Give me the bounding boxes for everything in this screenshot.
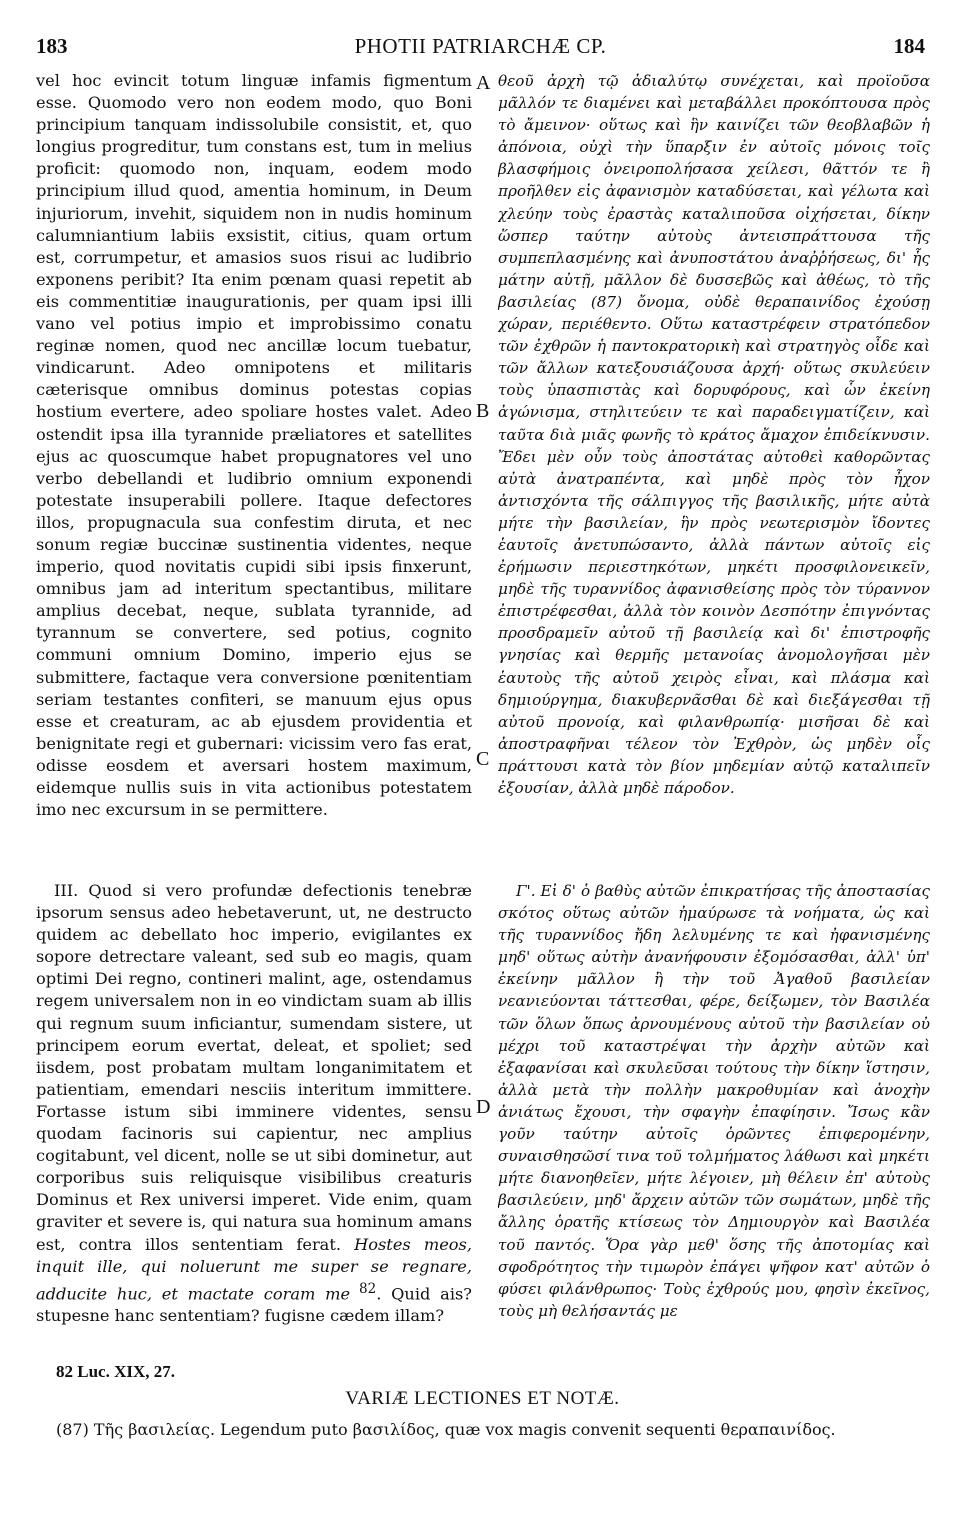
footnote: 82 Luc. XIX, 27. xyxy=(56,1362,176,1381)
latin-paragraph-2-end: . Quid ais? stupesne hanc sententiam? fugisne cædem illam? xyxy=(36,1284,472,1326)
page-number-left: 183 xyxy=(36,34,68,58)
page-number-right: 184 xyxy=(893,34,925,58)
margin-letter-b: B xyxy=(476,400,490,422)
footnote-ref: 82 xyxy=(350,1280,377,1297)
running-title: PHOTII PATRIARCHÆ CP. xyxy=(354,34,607,58)
greek-paragraph-2: Γ'. Εἰ δ' ὁ βαθὺς αὐτῶν ἐπικρατήσας τῆς ἀποστασίας σκότος οὕτως αὐτῶν ἠμαύρωσε τὰ νοήματα, ὡς καὶ τῆς τυραννίδος ἤδη λελυμένης τε καὶ ἠφανισμένης μηδ' οὕτως αὐτὴν ἀνανήφουσιν ἐξομόσασθαι, ἀλλ' ὑπ' ἐκείνην μᾶλλον ἢ τὴν τοῦ Ἀγαθοῦ βασιλείαν νεανιεύονται τάττεσθαι, φέρε, δείξωμεν, τὸν Βασιλέα τῶν ὅλων ὅπως ἀρνουμένους αὐτοῦ τὴν βασιλείαν οὐ μέχρι τοῦ καταστρέψαι τὴν ἀρχὴν αὐτῶν καὶ ἐξαφανίσαι καὶ σκυλεῦσαι τούτους τὴν δίκην ἵστησιν, ἀλλὰ μετὰ τὴν πολλὴν μακροθυμίαν καὶ ἀνοχὴν ἀνιάτως ἔχουσι, τὴν σφαγὴν ἐπαφίησιν. Ἴσως κἂν γοῦν ταύτην αὐτοῖς ὁρῶντες ἐπιφερομένην, συναισθησῶσί τινα τοῦ τολμήματος λάθωσι καὶ μηκέτι μήτε διανοηθεῖεν, μήτε λέγοιεν, μὴ θέλειν ἐπ' αὐτοὺς βασιλεύειν, μηδ' ἄρχειν αὐτῶν τῶν σωμάτων, μηδὲ τῆς ἄλλης ὁρατῆς κτίσεως τὸν Δημιουργὸν καὶ Βασιλέα τοῦ παντός. Ὅρα γὰρ μεθ' ὅσης τῆς ἀποτομίας καὶ σφοδρότητος τὴν τιμωρὸν ἐπάγει ψῆφον κατ' αὐτῶν ὁ φύσει φιλάνθρωπος· Τοὺς ἐχθρούς μου, φησὶν ἐκεῖνος, τοὺς μὴ θελήσαντάς με xyxy=(498,882,930,1320)
variae-note: (87) Τῆς βασιλείας. Legendum puto βασιλίδος, quæ vox magis convenit sequenti θεραπαινίδος. xyxy=(56,1420,836,1439)
latin-paragraph-2 xyxy=(36,880,472,1327)
variae-title: VARIÆ LECTIONES ET NOTÆ. xyxy=(345,1388,620,1409)
greek-paragraph-1: θεοῦ ἀρχὴ τῷ ἀδιαλύτῳ συνέχεται, καὶ προϊοῦσα μᾶλλόν τε διαμένει καὶ μεταβάλλει προκόπτουσα πρὸς τὸ ἄμεινον· οὕτως καὶ ἣν καινίζει τῶν θεοβλαβῶν ἡ ἀπόνοια, οὐχὶ τὴν ὕπαρξιν ἐν αὐτοῖς μόνοις τοῖς βλασφήμοις ὀνειροπολήσασα χείλεσι, θᾶττόν τε ἢ προῆλθεν εἰς ἀφανισμὸν καταδύσεται, καὶ γέλωτα καὶ χλεύην τοὺς ἐραστὰς καταλιποῦσα οἰχήσεται, δίκην ὥσπερ ταύτην αὐτοὺς ἀντεισπράττουσα τῆς συμπεπλασμένης καὶ ἀνυποστάτου ἀναῤῥήσεως, δι' ἧς μάτην αὐτῇ, μᾶλλον δὲ δυσσεβῶς καὶ ἀθέως, τὸ τῆς βασιλείας (87) ὄνομα, οὐδὲ θεραπαινίδος ἐχούσῃ χώραν, περιέθεντο. Οὕτω καταστρέφειν στρατόπεδον τῶν ἐχθρῶν ἡ παντοκρατορικὴ καὶ στρατηγὸς οἶδε καὶ τῶν ἄλλων κατεξουσιάζουσα ἀρχή· οὕτως σκυλεύειν τοὺς ὑπασπιστὰς καὶ δορυφόρους, καὶ ὧν ἐκείνη ἀγώνισμα, στηλιτεύειν τε καὶ παραδειγματίζειν, καὶ ταῦτα διὰ μιᾶς φωνῆς τὸ κράτος ἄμαχον ἐπιδείκνυσιν. Ἔδει μὲν οὖν τοὺς ἀποστάτας αὐτοθεὶ καθορῶντας αὐτὰ ἀνατραπέντα, καὶ μηδὲ πρὸς τὸν ἦχον ἀντισχόντα τῆς σάλπιγγος τῆς βασιλικῆς, μήτε αὐτὰ μήτε τὴν βασιλείαν, ἣν πρὸς νεωτερισμὸν ἴδοντες ἑαυτοῖς ἀνετυπώσαντο, ἀλλὰ πάντων αὐτοῖς εἰς ἐρήμωσιν περιεστηκότων, μηκέτι προσφιλονεικεῖν, μηδὲ τῆς τυραννίδος ἀφανισθείσης πρὸς τὸν τύραννον ἐπιστρέφεσθαι, ἀλλὰ τὸν κοινὸν Δεσπότην ἐπιγνόντας προσδραμεῖν αὐτοῦ τῇ βασιλείᾳ καὶ δι' ἐπιστροφῆς γνησίας καὶ θερμῆς μετανοίας ἀνομολογῆσαι μὲν ἑαυτοὺς τῆς αὐτοῦ χειρὸς εἶναι, καὶ πλάσμα καὶ δημιούργημα, διακυβερνᾶσθαι δὲ καὶ διεξάγεσθαι τῇ αὐτοῦ προνοίᾳ, καὶ φιλανθρωπίᾳ· μισῆσαι δὲ καὶ ἀποστραφῆναι τέλεον τὸν Ἐχθρὸν, ὡς μηδὲν οἷς πράττουσι κατὰ τὸν βίον μηδεμίαν αὐτῷ καταλιπεῖν ἐξουσίαν, ἀλλὰ μηδὲ πάροδον. xyxy=(498,72,930,797)
latin-column-lower xyxy=(36,880,472,1352)
margin-letter-d: D xyxy=(476,1096,491,1118)
latin-paragraph-2-text: III. Quod si vero profundæ defectionis tenebræ ipsorum sensus adeo hebetaverunt, ut, ne destructo quidem ac debellato hoc imperio, evigilantes ex sopore detrectare valeant, sed sub eo magis, quam optimi Dei regno, contineri malint, age, ostendamus regem universalem non in eo vindictam suam ab illis qui regnum suum inficiantur, sumendam sistere, ut principem eorum evertat, deleat, et spoliet; sed iisdem, post probatam multam longanimitatem et patientiam, emendari nesciis interitum immittere. Fortasse istum sibi imminere videntes, sensu quodam facinoris sui capientur, nec amplius cogitabunt, vel dicent, nolle se ut sibi dominetur, aut corporibus suis reliquisque visibilibus creaturis Dominus et Rex universi imperet. Vide enim, quam graviter et severe is, qui natura sua hominum amans est, contra illos sententiam ferat. xyxy=(36,881,472,1254)
latin-paragraph-1: vel hoc evincit totum linguæ infamis figmentum esse. Quomodo vero non eodem modo, quo Boni principium tanquam indissolubile consistit, et, quo longius progreditur, tum constans est, tum in melius proficit: quomodo non, inquam, eodem modo principium illud quod, amentia hominum, in Deum injuriorum, invehit, siquidem non in nudis hominum calumniantium labiis exsistit, citius, quam ortum est, corrumpetur, et amasios suos risui ac ludibrio exponens peribit? Ita enim pœnam quasi repetit ab eis commentitiæ inaugurationis, per quam ipsi illi vano vel potius impio et improbissimo conatu reginæ nomen, quod nec ancillæ locum tuebatur, vindicarunt. Adeo omnipotens et militaris cæterisque omnibus dominus potestas copias hostium evertere, adeo spoliare hostes valet. Adeo ostendit ipsa illa tyrannide præliatores et satellites ejus ac quoscumque habet propugnatores vel uno verbo debellandi et ludibrio omnium exponendi potestate insuperabili pollere. Itaque defectores illos, propugnacula sua confestim diruta, et nec sonum regiæ buccinæ sustinentia videntes, neque imperio, quod novitatis cupidi sibi ipsis finxerunt, omnibus jam ad interitum spectantibus, militare amplius decebat, neque, sublata tyrannide, ad tyrannum se convertere, sed potius, cognito communi omnium Domino, imperio ejus se submittere, factaque vera conversione pœnitentiam seriam testantes confiteri, se manuum ejus opus esse et creaturam, ac ab ejusdem providentia et benignitate regi et gubernari: vicissim vero fas erat, odisse eosdem et aversari hostem maximum, eidemque nullis suis in vita actionibus potestatem imo nec excursum in se permittere. xyxy=(36,71,472,820)
scripture-quote: Hostes meos, inquit ille, qui noluerunt me super se regnare, adducite huc, et mactate coram me xyxy=(36,1234,472,1304)
greek-column-lower xyxy=(498,880,930,1352)
running-header xyxy=(36,34,925,60)
margin-letter-c: C xyxy=(476,748,490,770)
greek-column-upper xyxy=(498,70,930,865)
margin-letter-a: A xyxy=(476,72,491,94)
latin-column-upper xyxy=(36,70,472,865)
